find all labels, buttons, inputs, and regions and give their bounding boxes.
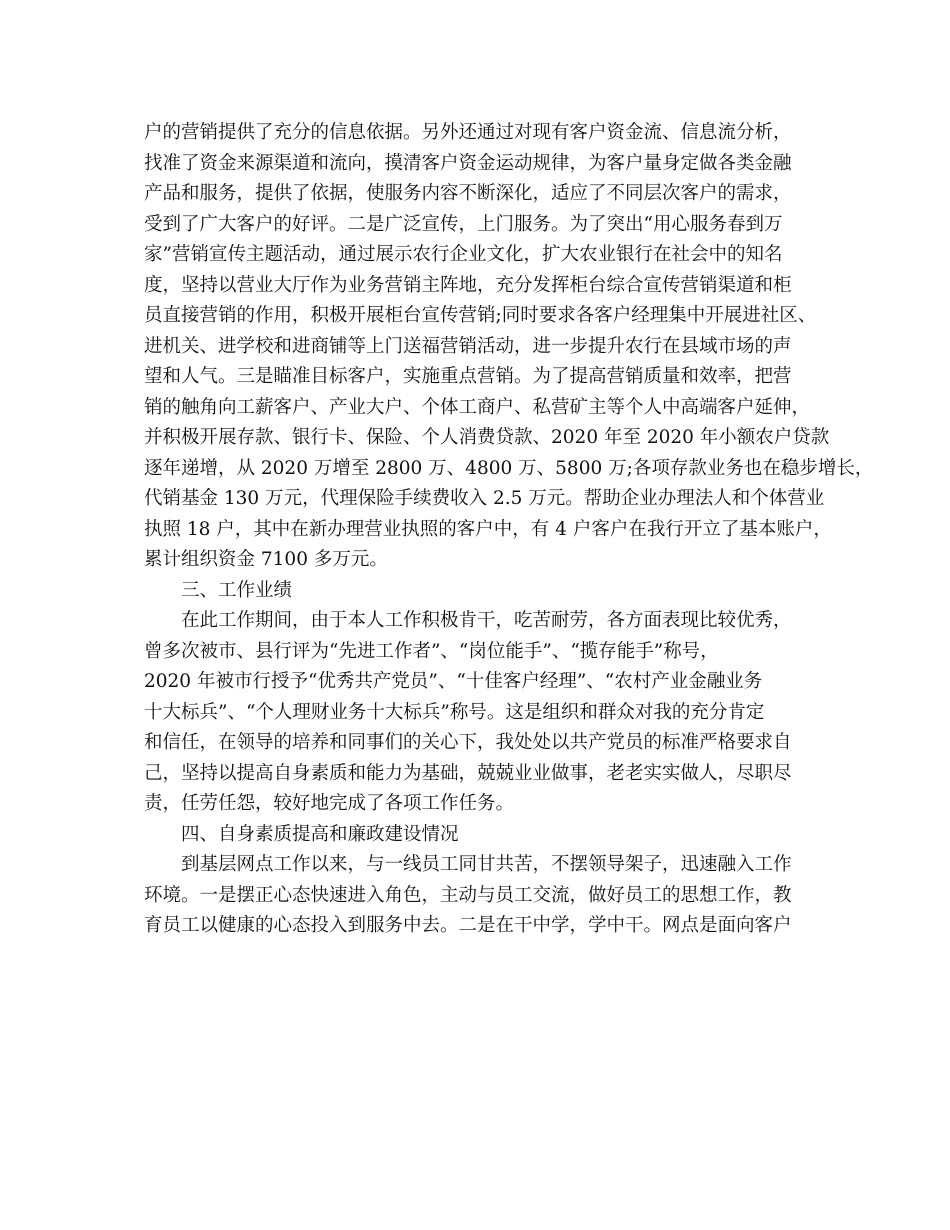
- text-line: 产品和服务，提供了依据，使服务内容不断深化，适应了不同层次客户的需求，: [144, 183, 792, 204]
- text-line: 十大标兵”、“个人理财业务十大标兵”称号。这是组织和群众对我的充分肯定: [144, 701, 765, 723]
- text-line: 育员工以健康的心态投入到服务中去。二是在干中学，学中干。网点是面向客户: [144, 915, 792, 936]
- text-line: 环境。一是摆正心态快速进入角色，主动与员工交流，做好员工的思想工作，教: [144, 884, 792, 906]
- text-line: 户的营销提供了充分的信息依据。另外还通过对现有客户资金流、信息流分析，: [144, 122, 792, 143]
- body-text: [144, 118, 874, 942]
- text-line: 进机关、进学校和进商铺等上门送福营销活动，进一步提升农行在县域市场的声: [144, 335, 792, 357]
- text-line: 和信任，在领导的培养和同事们的关心下，我处处以共产党员的标准严格要求自: [144, 732, 792, 753]
- text-line: 执照 18 户，其中在新办理营业执照的客户中，有 4 户客户在我行开立了基本账户，: [144, 518, 832, 540]
- text-line: 在此工作期间，由于本人工作积极肯干，吃苦耐劳，各方面表现比较优秀，: [181, 610, 792, 631]
- text-line: 家”营销宣传主题活动，通过展示农行企业文化，扩大农业银行在社会中的知名: [144, 244, 783, 265]
- text-line: 代销基金 130 万元，代理保险手续费收入 2.5 万元。帮助企业办理法人和个体营业: [144, 488, 825, 509]
- text-line: 己，坚持以提高自身素质和能力为基础，兢兢业业做事，老老实实做人，尽职尽: [144, 762, 792, 784]
- text-line: 逐年递增，从 2020 万增至 2800 万、4800 万、5800 万;各项存款业务也在稳步增长，: [144, 457, 874, 479]
- section-heading: 三、工作业绩: [181, 579, 293, 601]
- text-line: 2020 年被市行授予“优秀共产党员”、“十佳客户经理”、“农村产业金融业务: [144, 671, 763, 692]
- text-line: 到基层网点工作以来，与一线员工同甘共苦，不摆领导架子，迅速融入工作: [181, 854, 792, 875]
- section-heading: 四、自身素质提高和廉政建设情况: [181, 823, 459, 845]
- text-line: 望和人气。三是瞄准目标客户，实施重点营销。为了提高营销质量和效率，把营: [144, 366, 792, 387]
- text-line: 累计组织资金 7100 多万元。: [144, 549, 388, 570]
- text-line: 并积极开展存款、银行卡、保险、个人消费贷款、2020 年至 2020 年小额农户贷款: [144, 427, 830, 448]
- text-line: 度，坚持以营业大厅作为业务营销主阵地，充分发挥柜台综合宣传营销渠道和柜: [144, 274, 792, 296]
- text-line: 员直接营销的作用，积极开展柜台宣传营销;同时要求各客户经理集中开展进社区、: [144, 305, 817, 326]
- text-line: 曾多次被市、县行评为“先进工作者”、“岗位能手”、“揽存能手”称号，: [144, 640, 719, 662]
- text-line: 责，任劳任怨，较好地完成了各项工作任务。: [144, 793, 515, 814]
- text-line: 销的触角向工薪客户、产业大户、个体工商户、私营矿主等个人中高端客户延伸，: [144, 396, 811, 418]
- text-line: 找准了资金来源渠道和流向，摸清客户资金运动规律，为客户量身定做各类金融: [144, 152, 792, 174]
- text-line: 受到了广大客户的好评。二是广泛宣传，上门服务。为了突出“用心服务春到万: [144, 213, 783, 235]
